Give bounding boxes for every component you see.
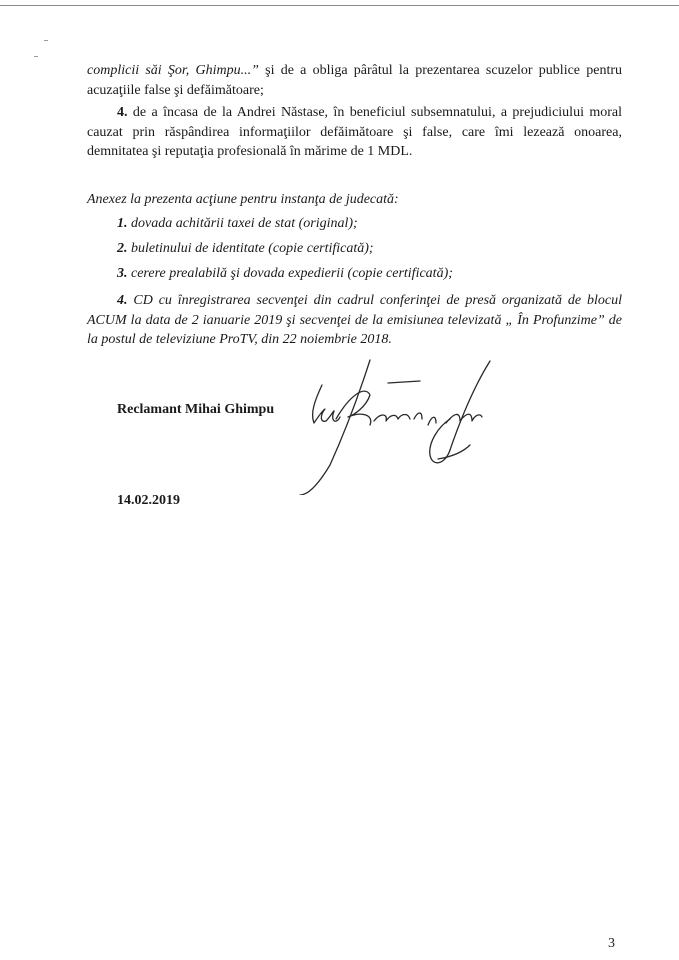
quote-fragment: complicii săi Şor, Ghimpu...”	[87, 63, 259, 78]
paragraph-continuation	[87, 61, 622, 100]
annex-item	[117, 266, 453, 282]
claimant-name: Reclamant Mihai Ghimpu	[117, 402, 275, 417]
page-number: 3	[608, 936, 615, 951]
annex-item	[117, 241, 374, 257]
continuation-text: şi de a obliga pârâtul la prezentarea scuzelor publice pentru acuzaţiile false şi defăimătoare;	[87, 63, 622, 98]
point-4-paragraph	[87, 103, 622, 162]
point-4-number: 4.	[117, 105, 128, 120]
annex-item-text: dovada achitării taxei de stat (original);	[131, 216, 358, 231]
annex-item-text: CD cu înregistrarea secvenţei din cadrul conferinţei de presă organizată de blocul ACUM la data de 2 ianuarie 2019 şi secvenţei de la emisiunea televizată „ În Profunzime” de la postul de televiziune ProTV, din 22 noiembrie 2018.	[87, 293, 622, 347]
annex-item	[117, 216, 358, 232]
annex-intro: Anexez la prezenta acţiune pentru instanţa de judecată:	[87, 192, 399, 207]
handwritten-signature-icon	[270, 355, 500, 495]
annex-item-text: buletinului de identitate (copie certificată);	[131, 241, 374, 256]
document-date: 14.02.2019	[117, 493, 180, 508]
scan-mark	[44, 40, 48, 41]
annex-item-number: 1.	[117, 216, 128, 231]
annex-item-number: 3.	[117, 266, 128, 281]
scan-mark	[34, 56, 38, 57]
annex-item-number: 2.	[117, 241, 128, 256]
top-rule	[0, 5, 679, 6]
point-4-text: de a încasa de la Andrei Năstase, în beneficiul subsemnatului, a prejudiciului moral cauzat prin răspândirea informaţiilor defăimătoare şi false, care îmi lezează onoarea, demnitatea şi reputaţia profesională în mărime de 1 MDL.	[87, 105, 622, 159]
annex-item	[87, 291, 622, 350]
annex-item-number: 4.	[117, 293, 128, 308]
annex-item-text: cerere prealabilă şi dovada expedierii (copie certificată);	[131, 266, 453, 281]
